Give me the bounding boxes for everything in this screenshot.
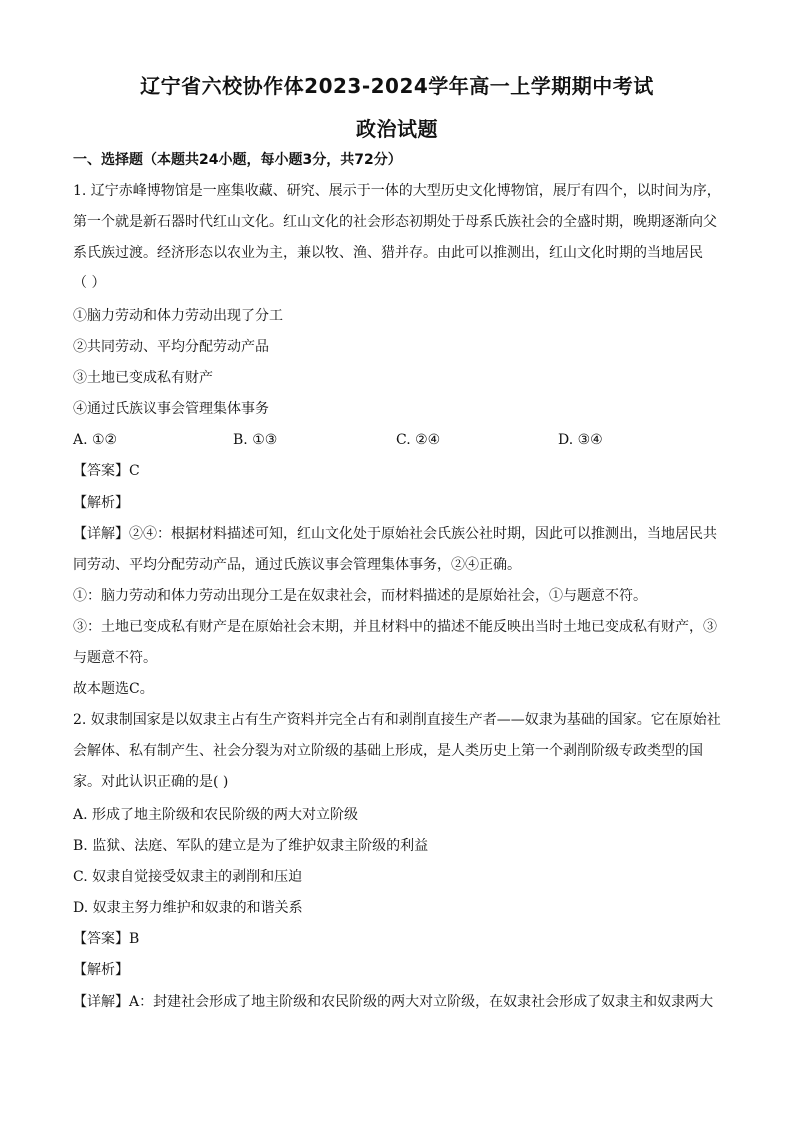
q1-detail-line: ③：土地已变成私有财产是在原始社会末期，并且材料中的描述不能反映出当时土地已变成私有财产，③ — [73, 619, 717, 635]
q1-conclusion: 故本题选C。 — [73, 681, 154, 697]
q1-stem-line: 1. 辽宁赤峰博物馆是一座集收藏、研究、展示于一体的大型历史文化博物馆，展厅有四个，以时间为序， — [73, 183, 721, 199]
q2-option-d: D. 奴隶主努力维护和奴隶的和谐关系 — [73, 900, 303, 916]
q1-analysis-label: 【解析】 — [73, 495, 129, 511]
document-title: 辽宁省六校协作体2023-2024学年高一上学期期中考试 — [140, 74, 654, 98]
q2-option-a: A. 形成了地主阶级和农民阶级的两大对立阶级 — [73, 807, 359, 823]
q2-option-c: C. 奴隶自觉接受奴隶主的剥削和压迫 — [73, 869, 303, 885]
q1-detail-line: 同劳动、平均分配劳动产品，通过氏族议事会管理集体事务，②④正确。 — [73, 557, 521, 573]
document-subject: 政治试题 — [356, 117, 438, 141]
q1-option-d: D. ③④ — [558, 432, 603, 448]
q1-item: ④通过氏族议事会管理集体事务 — [73, 401, 269, 417]
q1-option-c: C. ②④ — [396, 432, 441, 448]
q1-answer: 【答案】C — [73, 463, 140, 479]
q1-item: ①脑力劳动和体力劳动出现了分工 — [73, 308, 283, 324]
q1-stem-blank: （ ） — [73, 275, 106, 291]
q1-stem-line: 第一个就是新石器时代红山文化。红山文化的社会形态初期处于母系氏族社会的全盛时期，晚期逐渐向父 — [73, 214, 717, 230]
q1-option-b: B. ①③ — [233, 432, 278, 448]
q2-stem-line: 会解体、私有制产生、社会分裂为对立阶级的基础上形成，是人类历史上第一个剥削阶级专政类型的国 — [73, 743, 703, 759]
q1-item: ③土地已变成私有财产 — [73, 370, 213, 386]
q2-stem-line: 2. 奴隶制国家是以奴隶主占有生产资料并完全占有和剥削直接生产者——奴隶为基础的国家。它在原始社 — [73, 712, 721, 728]
q1-detail-line: 与题意不符。 — [73, 650, 157, 666]
q2-detail-line: 【详解】A：封建社会形成了地主阶级和农民阶级的两大对立阶级，在奴隶社会形成了奴隶主和奴隶两大 — [73, 994, 714, 1010]
q1-item: ②共同劳动、平均分配劳动产品 — [73, 339, 269, 355]
q2-stem-line: 家。对此认识正确的是( ) — [73, 774, 229, 790]
q2-analysis-label: 【解析】 — [73, 962, 129, 978]
q1-stem-line: 系氏族过渡。经济形态以农业为主，兼以牧、渔、猎并存。由此可以推测出，红山文化时期的当地居民 — [73, 245, 703, 261]
section-heading: 一、选择题（本题共24小题，每小题3分，共72分） — [73, 152, 402, 168]
q2-answer: 【答案】B — [73, 931, 140, 947]
q2-option-b: B. 监狱、法庭、军队的建立是为了维护奴隶主阶级的利益 — [73, 838, 429, 854]
q1-option-a: A. ①② — [73, 432, 118, 448]
q1-detail-line: 【详解】②④：根据材料描述可知，红山文化处于原始社会氏族公社时期，因此可以推测出，当地居民共 — [73, 526, 717, 542]
q1-detail-line: ①：脑力劳动和体力劳动出现分工是在奴隶社会，而材料描述的是原始社会，①与题意不符。 — [73, 588, 647, 604]
